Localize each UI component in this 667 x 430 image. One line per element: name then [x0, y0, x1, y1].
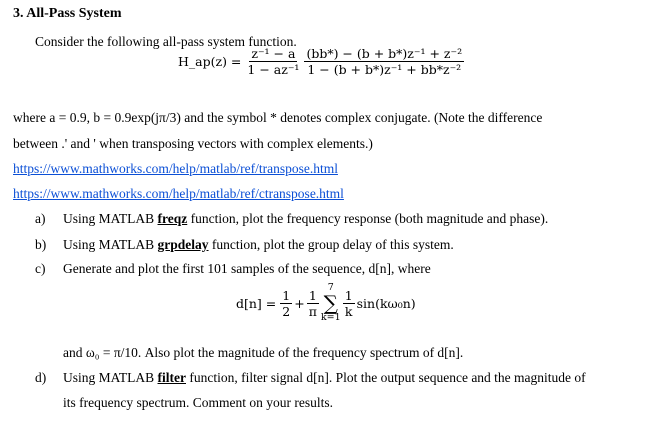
item-d-line-2: its frequency spectrum. Comment on your results.: [63, 395, 333, 410]
item-label: c): [35, 261, 46, 276]
summation-upper-limit: 7: [327, 282, 334, 293]
where-line-2: between .' and ' when transposing vectors with complex elements.): [13, 136, 373, 151]
sequence-equation: [236, 283, 416, 323]
item-c-after: and ω₀ = π/10. Also plot the magnitude of the frequency spectrum of d[n].: [63, 345, 464, 360]
fraction-denominator: k: [344, 303, 353, 319]
intro-text: Consider the following all-pass system function.: [35, 34, 297, 49]
function-filter: filter: [157, 370, 186, 385]
fraction-numerator: (bb*) − (b + b*)z⁻¹ + z⁻²: [306, 46, 463, 61]
sine-term: sin(kω₀n): [356, 295, 416, 311]
item-label: a): [35, 211, 46, 226]
fraction-second-order: [304, 46, 464, 77]
item-b: [35, 237, 454, 253]
fraction-numerator: z⁻¹ − a: [251, 46, 296, 61]
item-text: Using MATLAB: [63, 370, 158, 385]
fraction-numerator: 1: [308, 287, 317, 303]
item-text: function, plot the group delay of this system.: [208, 237, 454, 252]
function-grpdelay: grpdelay: [157, 237, 209, 252]
item-c: [35, 261, 431, 277]
function-freqz: freqz: [157, 211, 188, 226]
item-text: function, filter signal d[n]. Plot the output sequence and the magnitude of: [186, 370, 586, 385]
fraction-one-half: [280, 288, 292, 319]
item-text: Generate and plot the first 101 samples of the sequence, d[n], where: [63, 261, 431, 276]
plus-sign: +: [294, 295, 305, 311]
fraction-numerator: 1: [282, 287, 291, 303]
equation-lhs: d[n] =: [236, 295, 277, 311]
fraction-one-over-pi: [307, 288, 319, 319]
link-ctranspose[interactable]: https://www.mathworks.com/help/matlab/ref/ctranspose.html: [13, 186, 344, 201]
item-a: [35, 211, 548, 227]
item-text: function, plot the frequency response (both magnitude and phase).: [187, 211, 549, 226]
fraction-numerator: 1: [344, 287, 353, 303]
item-text: Using MATLAB: [63, 211, 158, 226]
summation: [321, 283, 341, 323]
summation-lower-limit: k=1: [320, 312, 341, 323]
section-title: 3. All-Pass System: [13, 6, 122, 21]
item-text: Using MATLAB: [63, 237, 158, 252]
fraction-one-over-k: [343, 288, 355, 319]
fraction-denominator: π: [308, 303, 317, 319]
fraction-denominator: 2: [282, 303, 291, 319]
fraction-denominator: 1 − az⁻¹: [247, 62, 300, 77]
summation-symbol: ∑: [323, 291, 338, 315]
item-label: d): [35, 370, 47, 385]
system-function-equation: [178, 46, 464, 77]
item-label: b): [35, 237, 47, 252]
fraction-denominator: 1 − (b + b*)z⁻¹ + bb*z⁻²: [307, 62, 462, 77]
equation-lhs: H_ap(z) =: [178, 54, 242, 69]
link-transpose[interactable]: https://www.mathworks.com/help/matlab/ref/transpose.html: [13, 161, 338, 176]
where-line-1: where a = 0.9, b = 0.9exp(jπ/3) and the symbol * denotes complex conjugate. (Note the difference: [13, 110, 543, 125]
item-d: [35, 370, 586, 386]
fraction-first-order: [245, 46, 301, 77]
